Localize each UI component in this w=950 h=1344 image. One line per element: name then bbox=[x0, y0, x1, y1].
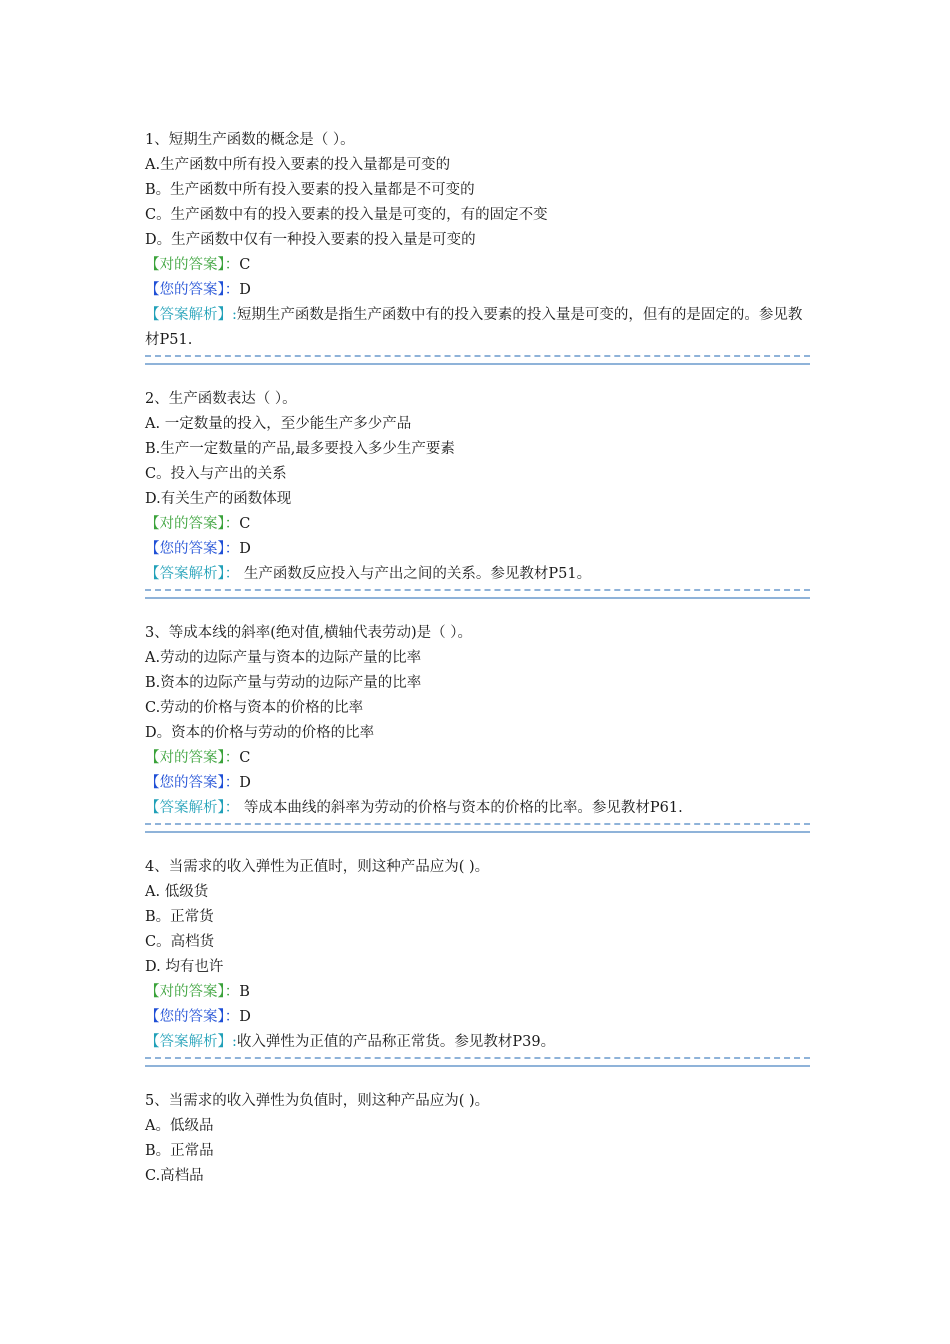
option-c: C。生产函数中有的投入要素的投入量是可变的，有的固定不变 bbox=[145, 207, 548, 223]
option-c: C.高档品 bbox=[145, 1168, 204, 1184]
question-stem: 3、等成本线的斜率(绝对值,横轴代表劳动)是（ ）。 bbox=[145, 625, 473, 641]
correct-answer-label: 【对的答案】： bbox=[145, 257, 240, 273]
option-a: A.生产函数中所有投入要素的投入量都是可变的 bbox=[145, 157, 451, 173]
option-b: B。正常品 bbox=[145, 1143, 214, 1159]
correct-answer-label: 【对的答案】： bbox=[145, 750, 240, 766]
correct-answer-value: B bbox=[239, 984, 250, 1000]
analysis-text: 短期生产函数是指生产函数中有的投入要素的投入量是可变的，但有的是固定的。参见教材P51. bbox=[145, 307, 803, 348]
analysis-row bbox=[145, 303, 810, 353]
option-a: A. 低级货 bbox=[145, 884, 209, 900]
option-b: B.生产一定数量的产品,最多要投入多少生产要素 bbox=[145, 441, 455, 457]
question-stem: 4、当需求的收入弹性为正值时，则这种产品应为( )。 bbox=[145, 859, 490, 875]
question-1 bbox=[145, 128, 810, 365]
your-answer-value: D bbox=[239, 1009, 251, 1025]
your-answer-label: 【您的答案】： bbox=[145, 775, 240, 791]
question-4 bbox=[145, 855, 810, 1067]
analysis-label: 【答案解析】： bbox=[145, 566, 240, 582]
option-b: B。正常货 bbox=[145, 909, 214, 925]
option-c: C。投入与产出的关系 bbox=[145, 466, 287, 482]
your-answer-row bbox=[145, 278, 810, 303]
analysis-label: 【答案解析】： bbox=[145, 800, 240, 816]
correct-answer-label: 【对的答案】： bbox=[145, 984, 240, 1000]
correct-answer-value: C bbox=[239, 257, 251, 273]
correct-answer-row bbox=[145, 512, 810, 537]
option-c: C。高档货 bbox=[145, 934, 215, 950]
analysis-row bbox=[145, 1030, 810, 1055]
your-answer-label: 【您的答案】： bbox=[145, 541, 240, 557]
question-3 bbox=[145, 621, 810, 833]
correct-answer-value: C bbox=[239, 516, 251, 532]
your-answer-row bbox=[145, 1005, 810, 1030]
correct-answer-row bbox=[145, 253, 810, 278]
question-2 bbox=[145, 387, 810, 599]
analysis-text: 收入弹性为正值的产品称正常货。参见教材P39。 bbox=[236, 1034, 556, 1050]
your-answer-row bbox=[145, 771, 810, 796]
question-divider bbox=[145, 589, 810, 599]
question-5 bbox=[145, 1089, 810, 1189]
option-d: D。生产函数中仅有一种投入要素的投入量是可变的 bbox=[145, 232, 476, 248]
correct-answer-row bbox=[145, 746, 810, 771]
your-answer-value: D bbox=[239, 775, 251, 791]
your-answer-label: 【您的答案】： bbox=[145, 282, 240, 298]
option-d: D.有关生产的函数体现 bbox=[145, 491, 292, 507]
option-a: A。低级品 bbox=[145, 1118, 214, 1134]
analysis-text: 等成本曲线的斜率为劳动的价格与资本的价格的比率。参见教材P61. bbox=[239, 800, 683, 816]
option-a: A.劳动的边际产量与资本的边际产量的比率 bbox=[145, 650, 422, 666]
option-b: B。生产函数中所有投入要素的投入量都是不可变的 bbox=[145, 182, 475, 198]
question-divider bbox=[145, 1057, 810, 1067]
option-d: D. 均有也许 bbox=[145, 959, 224, 975]
analysis-label: 【答案解析】: bbox=[145, 307, 237, 323]
option-a: A. 一定数量的投入，至少能生产多少产品 bbox=[145, 416, 412, 432]
option-b: B.资本的边际产量与劳动的边际产量的比率 bbox=[145, 675, 422, 691]
option-c: C.劳动的价格与资本的价格的比率 bbox=[145, 700, 364, 716]
correct-answer-row bbox=[145, 980, 810, 1005]
your-answer-value: D bbox=[239, 541, 251, 557]
question-divider bbox=[145, 823, 810, 833]
correct-answer-value: C bbox=[239, 750, 251, 766]
question-stem: 1、短期生产函数的概念是（ ）。 bbox=[145, 132, 355, 148]
option-d: D。资本的价格与劳动的价格的比率 bbox=[145, 725, 375, 741]
your-answer-row bbox=[145, 537, 810, 562]
document-body bbox=[145, 128, 810, 1211]
question-divider bbox=[145, 355, 810, 365]
analysis-row bbox=[145, 796, 810, 821]
question-stem: 5、当需求的收入弹性为负值时，则这种产品应为( )。 bbox=[145, 1093, 490, 1109]
your-answer-value: D bbox=[239, 282, 251, 298]
question-stem: 2、生产函数表达（ ）。 bbox=[145, 391, 297, 407]
analysis-row bbox=[145, 562, 810, 587]
analysis-label: 【答案解析】: bbox=[145, 1034, 237, 1050]
correct-answer-label: 【对的答案】： bbox=[145, 516, 240, 532]
analysis-text: 生产函数反应投入与产出之间的关系。参见教材P51。 bbox=[239, 566, 592, 582]
your-answer-label: 【您的答案】： bbox=[145, 1009, 240, 1025]
